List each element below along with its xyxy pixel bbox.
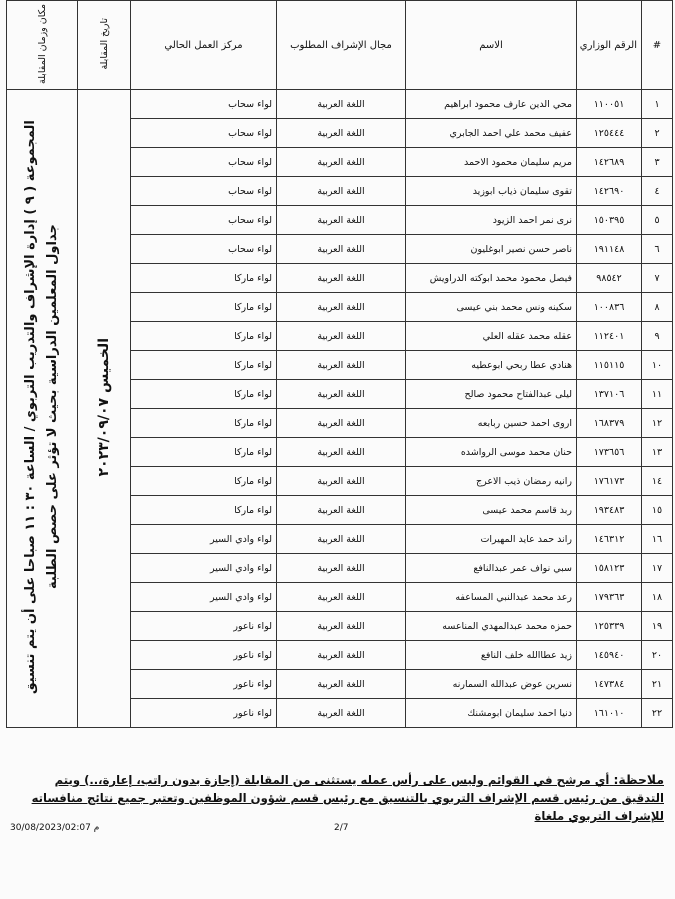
row-name: رانيه رمضان ذيب الاعرج [406,467,577,496]
row-center: لواء ناعور [131,699,277,728]
row-ministry-id: ١١٢٤٠١ [577,322,642,351]
row-num: ٢٢ [642,699,673,728]
row-center: لواء سحاب [131,148,277,177]
row-field: اللغة العربية [277,496,406,525]
header-ministry-id: الرقم الوزاري [577,1,642,90]
row-num: ١٧ [642,554,673,583]
row-num: ١٣ [642,438,673,467]
row-ministry-id: ١٧٦١٧٣ [577,467,642,496]
header-center: مركز العمل الحالي [131,1,277,90]
row-center: لواء وادي السير [131,525,277,554]
row-name: حنان محمد موسى الرواشده [406,438,577,467]
row-field: اللغة العربية [277,612,406,641]
row-field: اللغة العربية [277,525,406,554]
row-num: ٣ [642,148,673,177]
row-num: ١٩ [642,612,673,641]
header-place: مكان وزمان المقابلة [7,1,78,90]
row-name: رعد محمد عبدالنبي المساعفه [406,583,577,612]
row-field: اللغة العربية [277,148,406,177]
row-center: لواء سحاب [131,235,277,264]
row-num: ١١ [642,380,673,409]
row-name: عقله محمد عقله العلي [406,322,577,351]
row-center: لواء سحاب [131,90,277,119]
row-field: اللغة العربية [277,264,406,293]
row-field: اللغة العربية [277,322,406,351]
row-field: اللغة العربية [277,90,406,119]
table-header-row [7,1,673,90]
row-ministry-id: ١٦٨٣٧٩ [577,409,642,438]
row-center: لواء ماركا [131,438,277,467]
row-name: راند حمد عايد المهيرات [406,525,577,554]
row-field: اللغة العربية [277,235,406,264]
row-field: اللغة العربية [277,177,406,206]
header-name: الاسم [406,1,577,90]
row-num: ٢١ [642,670,673,699]
row-field: اللغة العربية [277,467,406,496]
row-name: نرى نمر احمد الزيود [406,206,577,235]
row-center: لواء ماركا [131,351,277,380]
row-center: لواء ناعور [131,641,277,670]
row-num: ٢٠ [642,641,673,670]
row-name: سكينه ونس محمد بني عيسى [406,293,577,322]
row-num: ١ [642,90,673,119]
header-date: تاريخ المقابلة [78,1,131,90]
footer-page-number: 2/7 [334,823,349,833]
row-ministry-id: ١٤٢٦٨٩ [577,148,642,177]
note-paragraph [14,771,664,825]
row-ministry-id: ١٧٣٦٥٦ [577,438,642,467]
row-field: اللغة العربية [277,351,406,380]
row-center: لواء سحاب [131,206,277,235]
row-ministry-id: ١٦١٠١٠ [577,699,642,728]
row-num: ٢ [642,119,673,148]
row-field: اللغة العربية [277,554,406,583]
row-num: ٤ [642,177,673,206]
table-row [7,90,673,119]
row-name: ليلى عبدالفتاح محمود صالح [406,380,577,409]
row-name: محي الدين عارف محمود ابراهيم [406,90,577,119]
row-field: اللغة العربية [277,699,406,728]
row-ministry-id: ١٣٧١٠٦ [577,380,642,409]
row-ministry-id: ١٥٨١٢٣ [577,554,642,583]
row-field: اللغة العربية [277,641,406,670]
row-name: نسرين عوض عبدالله السمارنه [406,670,577,699]
row-center: لواء ماركا [131,467,277,496]
row-name: تقوى سليمان ذياب ابوزيد [406,177,577,206]
row-ministry-id: ١١٥١١٥ [577,351,642,380]
row-center: لواء وادي السير [131,583,277,612]
row-center: لواء ماركا [131,409,277,438]
row-name: اروى احمد حسين ربابعه [406,409,577,438]
row-center: لواء ماركا [131,293,277,322]
row-ministry-id: ١٤٥٩٤٠ [577,641,642,670]
row-num: ١٤ [642,467,673,496]
row-field: اللغة العربية [277,380,406,409]
row-ministry-id: ١٧٩٣٦٣ [577,583,642,612]
row-name: عفيف محمد علي احمد الجابري [406,119,577,148]
row-name: ربد قاسم محمد عيسى [406,496,577,525]
row-num: ١٢ [642,409,673,438]
row-center: لواء ماركا [131,380,277,409]
candidates-table [6,0,673,728]
row-field: اللغة العربية [277,119,406,148]
row-ministry-id: ١٤٦٣١٢ [577,525,642,554]
row-center: لواء سحاب [131,177,277,206]
row-center: لواء ناعور [131,670,277,699]
row-field: اللغة العربية [277,293,406,322]
row-ministry-id: ١٠٠٨٣٦ [577,293,642,322]
header-num: # [642,1,673,90]
row-name: ناصر حسن نصير ابوغليون [406,235,577,264]
row-ministry-id: ١٥٠٣٩٥ [577,206,642,235]
row-field: اللغة العربية [277,670,406,699]
row-center: لواء سحاب [131,119,277,148]
interview-date-cell: الخميس ٢٠٢٣/٠٩/٠٧ [78,90,131,728]
note-label: ملاحظة: [613,772,664,787]
row-name: فيصل محمود محمد ابوكته الدراويش [406,264,577,293]
row-center: لواء ماركا [131,322,277,351]
row-num: ٧ [642,264,673,293]
group-info-cell: المجموعة ( ٩ ) إدارة الإشراف والتدريب التربوي / الساعة ٣٠ : ١١ صباحا على أن يتم تنسيق جداول المعلمين الدراسية بحيث لا تؤثر على حصص الطلبة [7,90,78,728]
row-ministry-id: ١٢٥٤٤٤ [577,119,642,148]
row-num: ٩ [642,322,673,351]
row-field: اللغة العربية [277,206,406,235]
note-text: أي مرشح في القوائم وليس على رأس عمله يستثنى من المقابلة (إجازة بدون راتب، إعارة،..) ويتم التدقيق من رئيس قسم الإشراف التربوي بالتنسيق مع رئيس قسم شؤون الموظفين وتعتبر جميع نتائج منافساته للإشراف التربوي ملغاة [31,773,664,823]
row-num: ٦ [642,235,673,264]
row-num: ١٨ [642,583,673,612]
row-center: لواء وادي السير [131,554,277,583]
row-num: ٨ [642,293,673,322]
table-body [7,90,673,728]
row-field: اللغة العربية [277,438,406,467]
row-ministry-id: ١٤٢٦٩٠ [577,177,642,206]
row-field: اللغة العربية [277,409,406,438]
row-ministry-id: ١١٠٠٥١ [577,90,642,119]
row-ministry-id: ٩٨٥٤٢ [577,264,642,293]
footer-timestamp: 30/08/2023/02:07 م [10,823,100,833]
row-num: ١٦ [642,525,673,554]
row-ministry-id: ١٩١١٤٨ [577,235,642,264]
row-num: ١٠ [642,351,673,380]
row-ministry-id: ١٤٧٣٨٤ [577,670,642,699]
row-ministry-id: ١٩٣٤٨٣ [577,496,642,525]
row-num: ٥ [642,206,673,235]
row-name: مريم سليمان محمود الاحمد [406,148,577,177]
row-name: دنيا احمد سليمان ابومشنك [406,699,577,728]
header-field: مجال الإشراف المطلوب [277,1,406,90]
row-name: هنادي عطا ربحي ابوعطيه [406,351,577,380]
row-name: زيد عطاالله خلف النافع [406,641,577,670]
row-center: لواء ماركا [131,496,277,525]
row-ministry-id: ١٢٥٣٣٩ [577,612,642,641]
row-num: ١٥ [642,496,673,525]
row-name: حمزه محمد عبدالمهدي المناعسه [406,612,577,641]
row-name: سبي نواف عمر عبدالنافع [406,554,577,583]
row-center: لواء ناعور [131,612,277,641]
row-center: لواء ماركا [131,264,277,293]
row-field: اللغة العربية [277,583,406,612]
